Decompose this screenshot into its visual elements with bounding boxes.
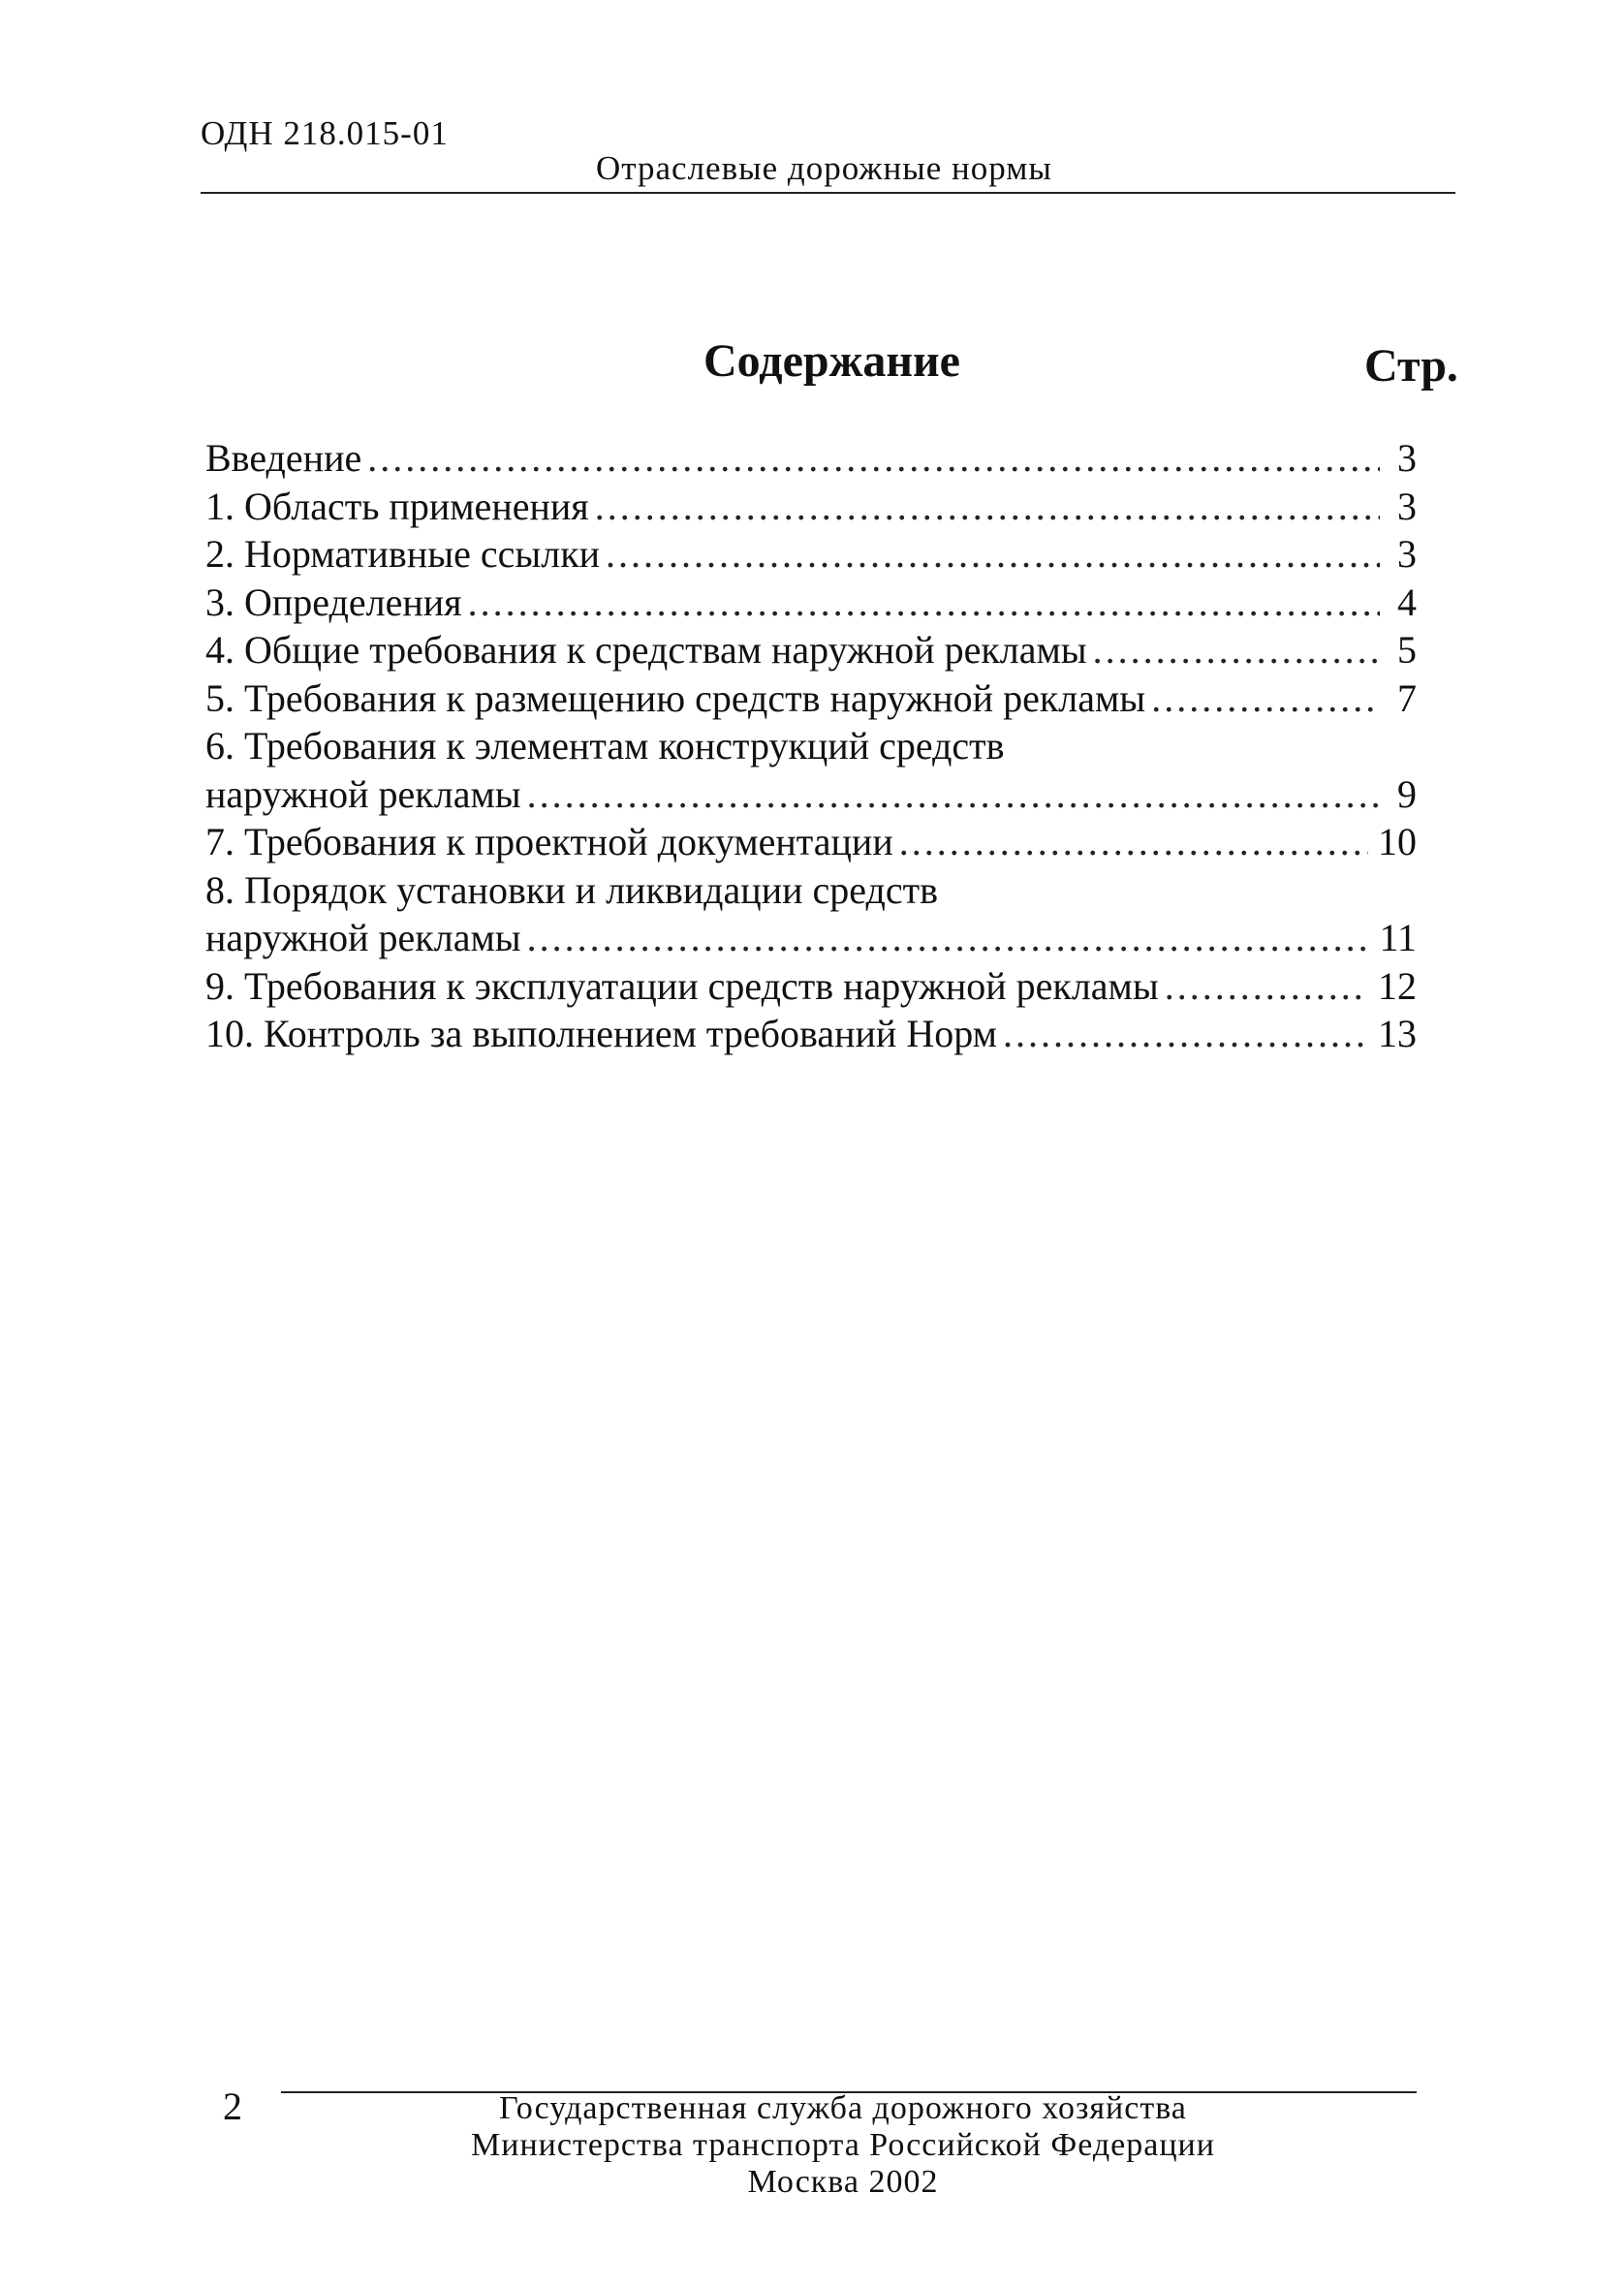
dot-leader (1151, 674, 1380, 723)
toc-entry-label: 1. Область применения (205, 484, 589, 528)
toc-entry-label: 7. Требования к проектной документации (205, 820, 893, 863)
toc-entry-3[interactable] (205, 579, 1417, 627)
toc-entry-page: 9 (1397, 771, 1417, 816)
toc-entry-page: 10 (1378, 820, 1417, 863)
toc-entry-label: 3. Определения (205, 580, 462, 624)
publisher-block (388, 2090, 1298, 2201)
document-code: ОДН 218.015-01 (201, 114, 449, 152)
toc-entry-9[interactable] (205, 962, 1417, 1011)
toc-entry-label: 5. Требования к размещению средств наружной рекламы (205, 675, 1146, 720)
toc-entry-label: 4. Общие требования к средствам наружной рекламы (205, 628, 1087, 672)
toc-entry-4[interactable] (205, 626, 1417, 674)
dot-leader (1003, 1010, 1368, 1058)
toc-entry-introduction[interactable] (205, 434, 1417, 483)
toc-entry-2[interactable] (205, 530, 1417, 579)
toc-entry-page: 4 (1397, 580, 1417, 624)
toc-entry-1[interactable] (205, 483, 1417, 531)
toc-entry-label: 8. Порядок установки и ликвидации средств (205, 867, 938, 912)
toc-entry-page: 3 (1397, 532, 1417, 576)
dot-leader (1165, 962, 1368, 1011)
toc-entry-page: 3 (1397, 436, 1417, 480)
toc-entry-10[interactable] (205, 1010, 1417, 1058)
toc-entry-page: 3 (1397, 484, 1417, 528)
toc-entry-8-line2[interactable] (205, 914, 1417, 962)
toc-title: Содержание (703, 335, 960, 387)
toc-entry-page: 11 (1379, 916, 1417, 959)
toc-entry-8-line1[interactable] (205, 866, 1417, 915)
dot-leader (595, 483, 1380, 531)
toc-page-column-heading: Стр. (1364, 340, 1458, 392)
dot-leader (367, 434, 1380, 483)
toc-entry-label: наружной рекламы (205, 771, 521, 816)
toc-entry-label: 9. Требования к эксплуатации средств наружной рекламы (205, 963, 1159, 1008)
toc-entry-label: 6. Требования к элементам конструкций средств (205, 724, 1005, 768)
page-number: 2 (223, 2084, 242, 2128)
dot-leader (1093, 626, 1380, 674)
toc-entry-page: 5 (1397, 628, 1417, 672)
toc-entry-7[interactable] (205, 818, 1417, 866)
dot-leader (899, 818, 1368, 866)
toc-entry-6-line1[interactable] (205, 722, 1417, 770)
header-divider (201, 192, 1455, 194)
dot-leader (527, 914, 1370, 962)
dot-leader (527, 770, 1380, 819)
toc-entry-label: 2. Нормативные ссылки (205, 532, 601, 576)
toc-entry-label: наружной рекламы (205, 916, 521, 959)
dot-leader (468, 579, 1380, 627)
dot-leader (606, 530, 1380, 579)
toc-entry-label: 10. Контроль за выполнением требований Норм (205, 1012, 997, 1055)
publisher-line-2: Министерства транспорта Российской Федерации (471, 2127, 1215, 2163)
toc-entry-page: 7 (1397, 675, 1417, 720)
table-of-contents (205, 434, 1417, 1058)
document-type: Отраслевые дорожные нормы (596, 149, 1052, 187)
publisher-line-1: Государственная служба дорожного хозяйства (499, 2090, 1187, 2126)
toc-entry-page: 12 (1378, 963, 1417, 1008)
toc-entry-page: 13 (1378, 1012, 1417, 1055)
publisher-line-3: Москва 2002 (747, 2164, 939, 2200)
toc-entry-5[interactable] (205, 674, 1417, 723)
toc-entry-6-line2[interactable] (205, 770, 1417, 819)
toc-entry-label: Введение (205, 436, 362, 480)
